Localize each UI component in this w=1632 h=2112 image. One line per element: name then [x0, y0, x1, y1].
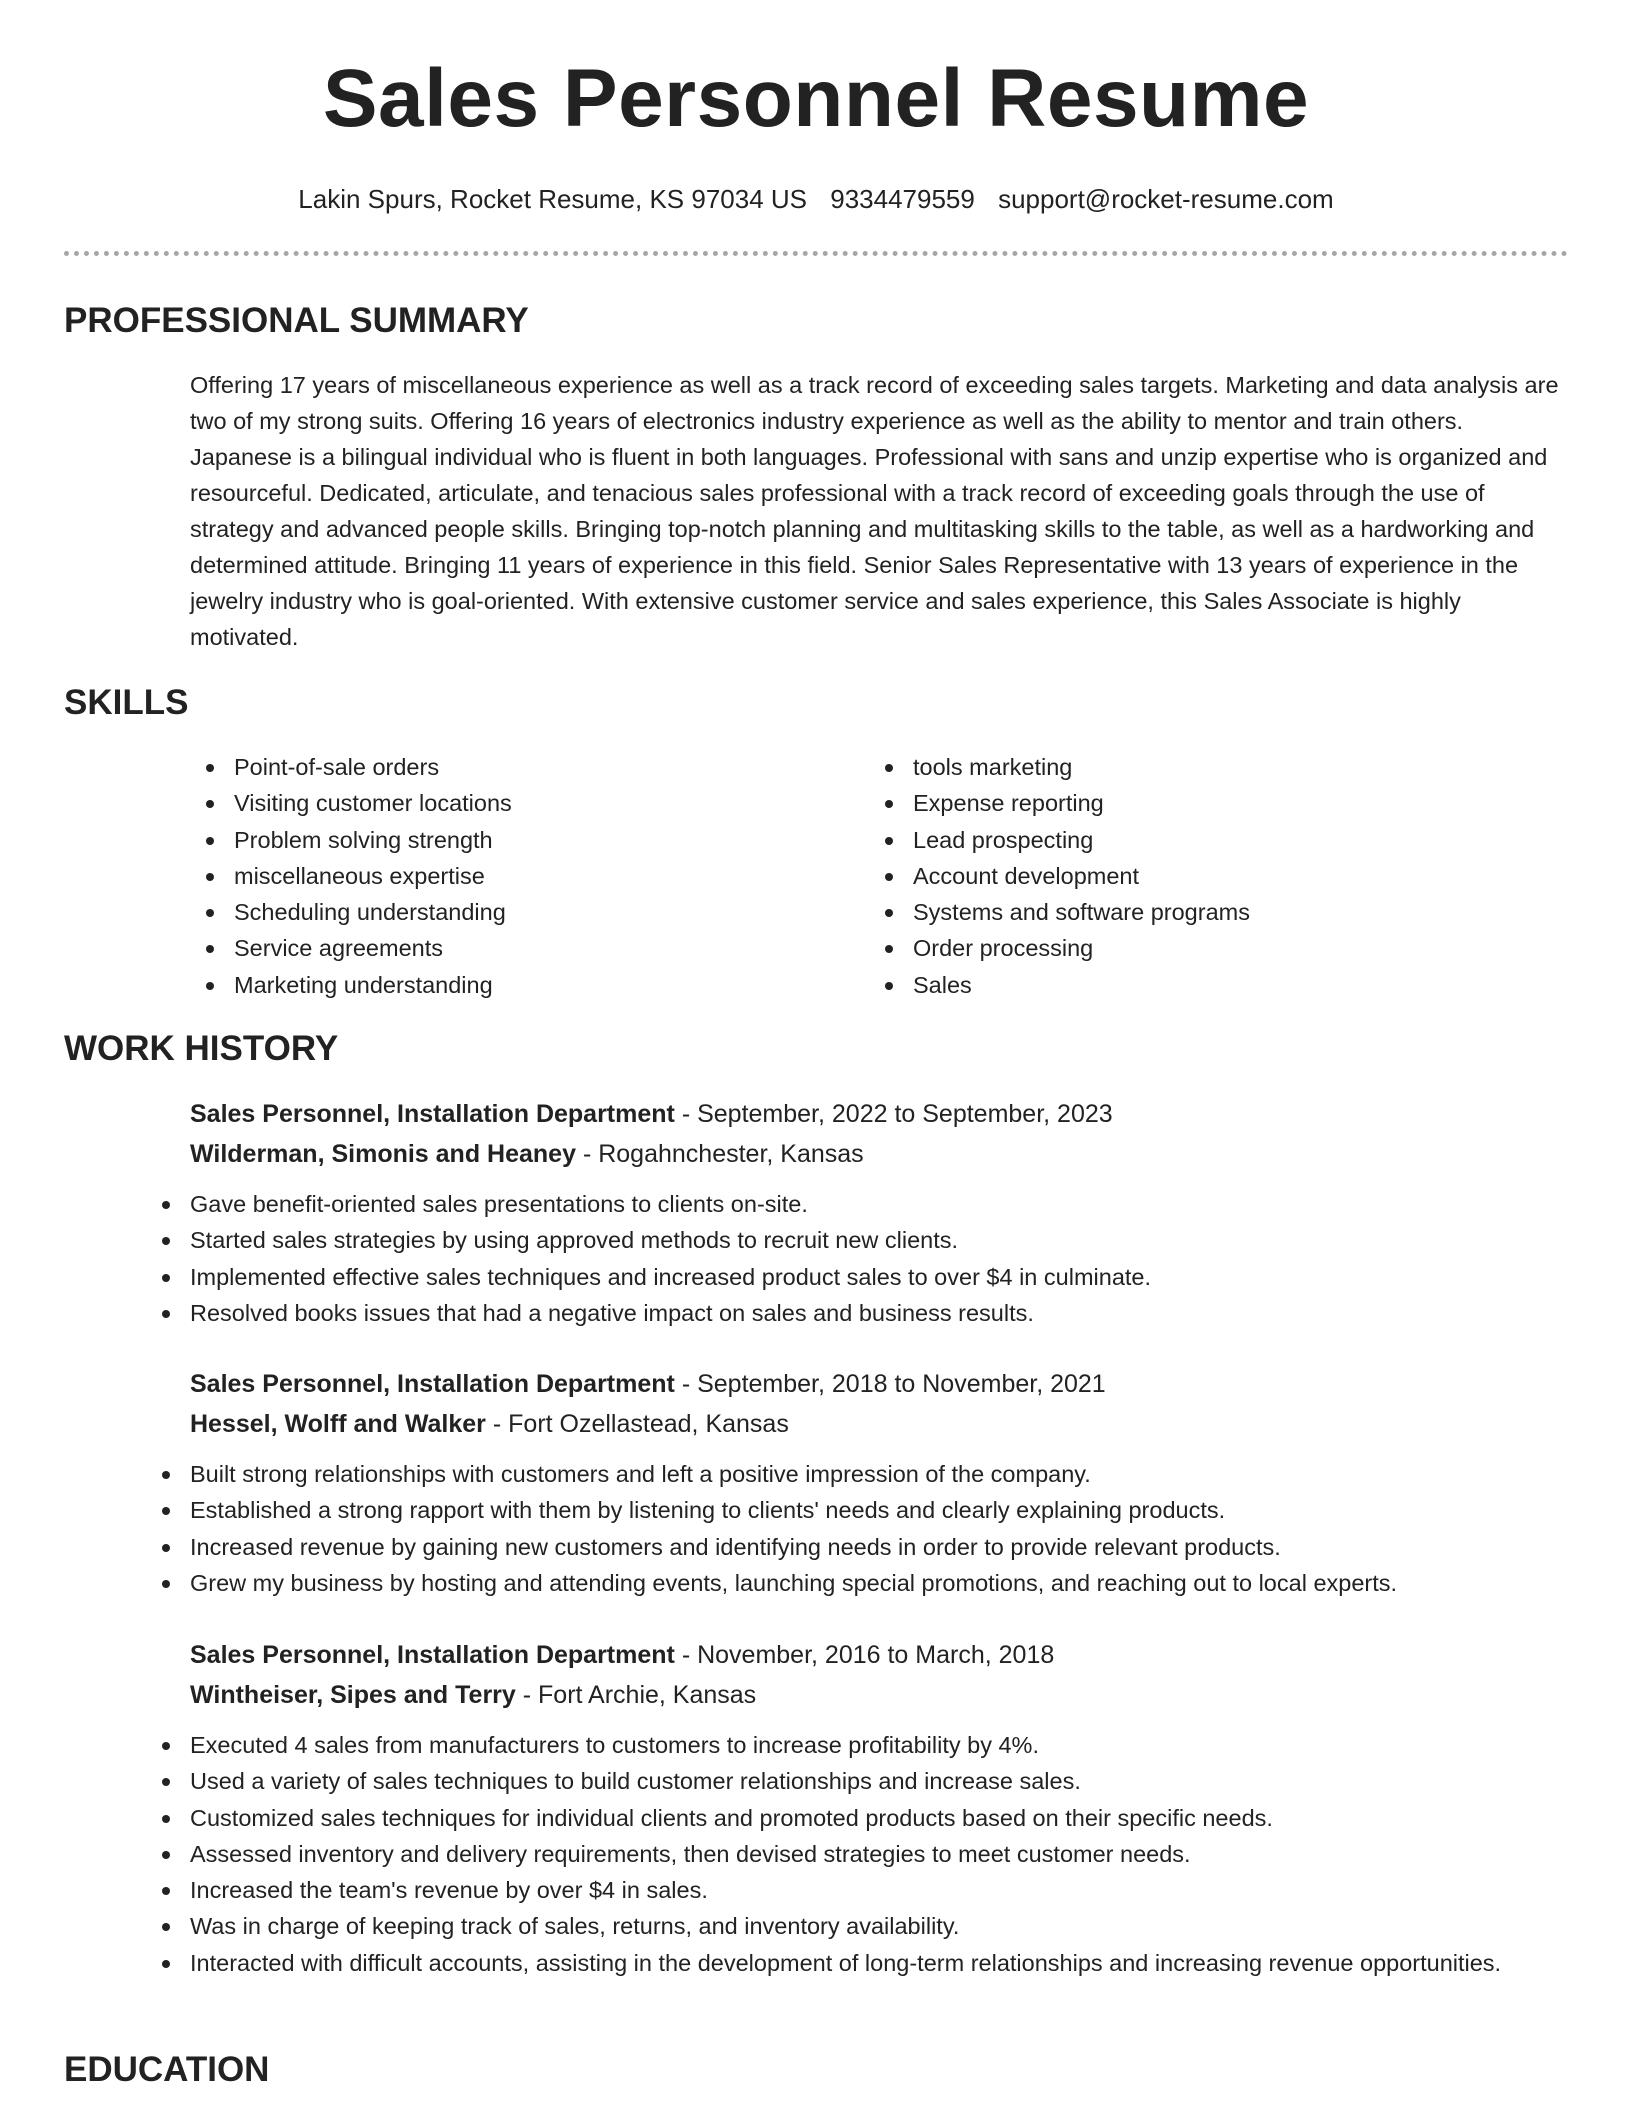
job-title-line: [190, 1364, 1570, 1404]
contact-line: [0, 184, 1632, 214]
job-bullets: [146, 1186, 1570, 1331]
contact-address: Lakin Spurs, Rocket Resume, KS 97034 US: [298, 184, 807, 214]
job-bullet: Increased the team's revenue by over $4 in sales.: [146, 1872, 1570, 1908]
skill-item: Point-of-sale orders: [190, 749, 830, 785]
job-bullet: Built strong relationships with customers and left a positive impression of the company.: [146, 1456, 1570, 1492]
skills-heading: SKILLS: [64, 683, 189, 722]
job-title: Sales Personnel, Installation Department: [190, 1370, 675, 1398]
skill-item: miscellaneous expertise: [190, 858, 830, 894]
job-bullet: Resolved books issues that had a negative impact on sales and business results.: [146, 1295, 1570, 1331]
job-bullet: Assessed inventory and delivery requirements, then devised strategies to meet customer needs.: [146, 1836, 1570, 1872]
skill-item: Expense reporting: [869, 785, 1509, 821]
skill-item: Scheduling understanding: [190, 894, 830, 930]
skill-item: tools marketing: [869, 749, 1509, 785]
resume-title: Sales Personnel Resume: [322, 53, 1310, 144]
job-title: Sales Personnel, Installation Department: [190, 1641, 675, 1669]
job-bullet: Started sales strategies by using approved methods to recruit new clients.: [146, 1222, 1570, 1258]
job-company: Wilderman, Simonis and Heaney: [190, 1140, 576, 1168]
summary-text: Offering 17 years of miscellaneous experience as well as a track record of exceeding sales targets. Marketing and data analysis are two of my strong suits. Offering 16 years of electronics industry experience as well as the ability to mentor and train others. Japanese is a bilingual individual who is fluent in both languages. Professional with sans and unzip expertise who is organized and resourceful. Dedicated, articulate, and tenacious sales professional with a track record of exceeding goals through the use of strategy and advanced people skills. Bringing top-notch planning and multitasking skills to the table, as well as a hardworking and determined attitude. Bringing 11 years of experience in this field. Senior Sales Representative with 13 years of experience in the jewelry industry who is goal-oriented. With extensive customer service and sales experience, this Sales Associate is highly motivated.: [190, 372, 1559, 650]
education-heading: EDUCATION: [64, 2050, 270, 2089]
skill-item: Problem solving strength: [190, 822, 830, 858]
job-dates: - November, 2016 to March, 2018: [674, 1641, 1055, 1669]
skills-list-right: [869, 749, 1509, 1003]
skill-item: Visiting customer locations: [190, 785, 830, 821]
job-entry: [190, 1635, 1570, 1981]
job-title-line: [190, 1635, 1570, 1675]
job-entry: [190, 1364, 1570, 1601]
job-bullet: Established a strong rapport with them by listening to clients' needs and clearly explaining products.: [146, 1492, 1570, 1528]
job-bullet: Was in charge of keeping track of sales, returns, and inventory availability.: [146, 1908, 1570, 1944]
work-history-heading: WORK HISTORY: [64, 1029, 339, 1068]
job-bullet: Interacted with difficult accounts, assisting in the development of long-term relationships and increasing revenue opportunities.: [146, 1945, 1570, 1981]
skill-item: Sales: [869, 967, 1509, 1003]
job-bullet: Grew my business by hosting and attending events, launching special promotions, and reaching out to local experts.: [146, 1565, 1570, 1601]
skill-item: Marketing understanding: [190, 967, 830, 1003]
summary-heading: PROFESSIONAL SUMMARY: [64, 301, 529, 340]
job-company: Wintheiser, Sipes and Terry: [190, 1681, 516, 1709]
job-company-line: [190, 1404, 1570, 1444]
contact-email: support@rocket-resume.com: [998, 184, 1334, 214]
job-location: - Rogahnchester, Kansas: [576, 1140, 864, 1168]
job-dates: - September, 2022 to September, 2023: [674, 1100, 1113, 1128]
skill-item: Systems and software programs: [869, 894, 1509, 930]
skill-item: Order processing: [869, 930, 1509, 966]
contact-phone: 9334479559: [830, 184, 975, 214]
skill-item: Account development: [869, 858, 1509, 894]
skills-list-left: [190, 749, 830, 1003]
job-bullet: Used a variety of sales techniques to build customer relationships and increase sales.: [146, 1763, 1570, 1799]
job-location: - Fort Archie, Kansas: [515, 1681, 757, 1709]
job-bullets: [146, 1456, 1570, 1601]
header-divider: [64, 251, 1568, 256]
job-title: Sales Personnel, Installation Department: [190, 1100, 675, 1128]
job-bullet: Increased revenue by gaining new customers and identifying needs in order to provide relevant products.: [146, 1529, 1570, 1565]
job-bullet: Executed 4 sales from manufacturers to customers to increase profitability by 4%.: [146, 1727, 1570, 1763]
job-bullets: [146, 1727, 1570, 1981]
job-bullet: Customized sales techniques for individual clients and promoted products based on their specific needs.: [146, 1800, 1570, 1836]
skill-item: Service agreements: [190, 930, 830, 966]
job-title-line: [190, 1094, 1570, 1134]
job-company-line: [190, 1134, 1570, 1174]
job-entry: [190, 1094, 1570, 1331]
job-bullet: Implemented effective sales techniques and increased product sales to over $4 in culminate.: [146, 1259, 1570, 1295]
job-location: - Fort Ozellastead, Kansas: [485, 1410, 789, 1438]
job-bullet: Gave benefit-oriented sales presentations to clients on-site.: [146, 1186, 1570, 1222]
job-company-line: [190, 1675, 1570, 1715]
job-company: Hessel, Wolff and Walker: [190, 1410, 486, 1438]
skill-item: Lead prospecting: [869, 822, 1509, 858]
job-dates: - September, 2018 to November, 2021: [674, 1370, 1106, 1398]
